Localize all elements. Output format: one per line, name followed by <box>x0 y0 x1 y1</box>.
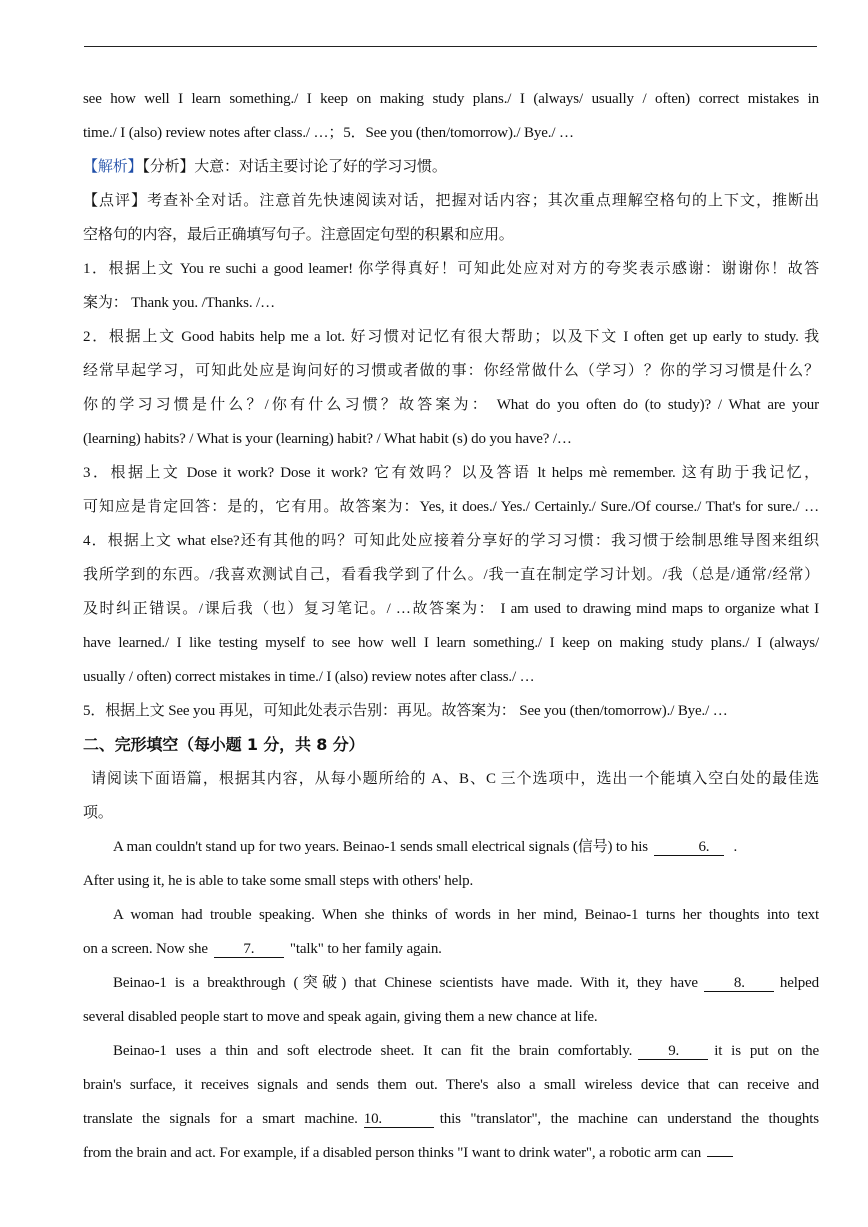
explanation-2: 2．根据上文 Good habits help me a lot. 好习惯对记忆有很大帮助；以及下文 I often get up early to study. 我 <box>83 329 819 345</box>
blank-8[interactable]: 8. <box>704 975 774 992</box>
header-rule <box>84 46 817 47</box>
passage-text: on a screen. Now she <box>83 941 208 957</box>
passage-text: A man couldn't stand up for two years. Beinao-1 sends small electrical signals (信号) to his <box>113 839 648 855</box>
passage-paragraph-3-cont: several disabled people start to move and speak again, giving them a new chance at life. <box>83 1009 598 1025</box>
analysis-tag: 【解析】 <box>83 159 143 175</box>
explanation-5: 5．根据上文 See you 再见，可知此处表示告别：再见。故答案为： See you (then/tomorrow)./ Bye./ … <box>83 703 728 719</box>
explanation-2-cont: 经常早起学习，可知此处应是询问好的习惯或者做的事：你经常做什么（学习）？你的学习习惯是什么？ <box>83 363 819 379</box>
explanation-4-cont: 我所学到的东西。/我喜欢测试自己，看看我学到了什么。/我一直在制定学习计划。/我（总是/通常/经常） <box>83 567 819 583</box>
passage-text: this "translator", the machine can understand the thoughts <box>439 1111 819 1127</box>
passage-text: helped <box>779 975 819 991</box>
passage-text: from the brain and act. For example, if a disabled person thinks "I want to drink water", a robotic arm can <box>83 1145 702 1161</box>
document-page <box>83 82 819 1170</box>
analysis-text: 【分析】大意：对话主要讨论了好的学习习惯。 <box>142 159 447 175</box>
explanation-4-answer: usually / often) correct mistakes in time./ I (also) review notes after class./ … <box>83 669 535 685</box>
passage-text: Beinao-1 is a breakthrough (突破) that Chinese scientists have made. With it, they have <box>113 975 698 991</box>
explanation-1-answer: 案为： Thank you. /Thanks. /… <box>83 295 275 311</box>
passage-paragraph-3 <box>83 966 819 1000</box>
explanation-3-answer: 可知应是肯定回答：是的，它有用。故答案为：Yes, it does./ Yes./ Certainly./ Sure./Of course./ That's for sure./ … <box>83 499 819 515</box>
explanation-4: 4．根据上文 what else?还有其他的吗？可知此处应接着分享好的学习习惯：我习惯于绘制思维导图来组织 <box>83 533 819 549</box>
passage-text: "talk" to her family again. <box>289 941 442 957</box>
passage-paragraph-4-cont <box>83 1136 819 1170</box>
blank-7[interactable]: 7. <box>214 941 284 958</box>
passage-text: it is put on the <box>714 1043 819 1059</box>
passage-paragraph-2-cont <box>83 932 819 966</box>
comment-line: 【点评】考查补全对话。注意首先快速阅读对话，把握对话内容；其次重点理解空格句的上下文，推断出 <box>83 193 819 209</box>
passage-paragraph-2: A woman had trouble speaking. When she thinks of words in her mind, Beinao-1 turns her thoughts into text <box>113 907 819 923</box>
section-instruction: 项。 <box>83 805 113 821</box>
answer-line: see how well I learn something./ I keep on making study plans./ I (always/ usually / often) correct mistakes in <box>83 91 819 107</box>
passage-paragraph-4-cont <box>83 1102 819 1136</box>
passage-text: . <box>733 839 738 855</box>
analysis-line <box>83 150 819 184</box>
explanation-2-cont: 你的学习习惯是什么？/你有什么习惯？故答案为： What do you often do (to study)? / What are your <box>83 397 819 413</box>
passage-text: translate the signals for a smart machine. <box>83 1111 358 1127</box>
blank-6[interactable]: 6. <box>654 839 724 856</box>
explanation-4-cont: 及时纠正错误。/课后我（也）复习笔记。/ …故答案为： I am used to drawing mind maps to organize what I <box>83 601 819 617</box>
section-instruction: 请阅读下面语篇，根据其内容，从每小题所给的 A、B、C 三个选项中，选出一个能填入空白处的最佳选 <box>91 771 819 787</box>
explanation-4-answer: have learned./ I like testing myself to see how well I learn something./ I keep on making study plans./ I (always/ <box>83 635 819 651</box>
explanation-2-answer: (learning) habits? / What is your (learning) habit? / What habit (s) do you have? /… <box>83 431 572 447</box>
explanation-1: 1．根据上文 You re suchi a good leamer! 你学得真好！可知此处应对对方的夸奖表示感谢：谢谢你！故答 <box>83 261 819 277</box>
passage-paragraph-1-cont: After using it, he is able to take some small steps with others' help. <box>83 873 474 889</box>
section-heading: 二、完形填空（每小题 1 分，共 8 分） <box>83 735 365 754</box>
blank-11[interactable] <box>707 1156 733 1157</box>
answer-line: time./ I (also) review notes after class./ …；5．See you (then/tomorrow)./ Bye./ … <box>83 125 574 141</box>
blank-10[interactable]: 10. <box>364 1111 434 1128</box>
passage-paragraph-4-cont: brain's surface, it receives signals and sends them out. There's also a small wireless device that can receive and <box>83 1077 819 1093</box>
blank-9[interactable]: 9. <box>638 1043 708 1060</box>
passage-text: Beinao-1 uses a thin and soft electrode sheet. It can fit the brain comfortably. <box>113 1043 633 1059</box>
explanation-3: 3．根据上文 Dose it work? Dose it work? 它有效吗？以及答语 lt helps mè remember. 这有助于我记忆， <box>83 465 819 481</box>
passage-paragraph-1 <box>83 830 819 864</box>
comment-line: 空格句的内容，最后正确填写句子。注意固定句型的积累和应用。 <box>83 227 514 243</box>
passage-paragraph-4 <box>83 1034 819 1068</box>
